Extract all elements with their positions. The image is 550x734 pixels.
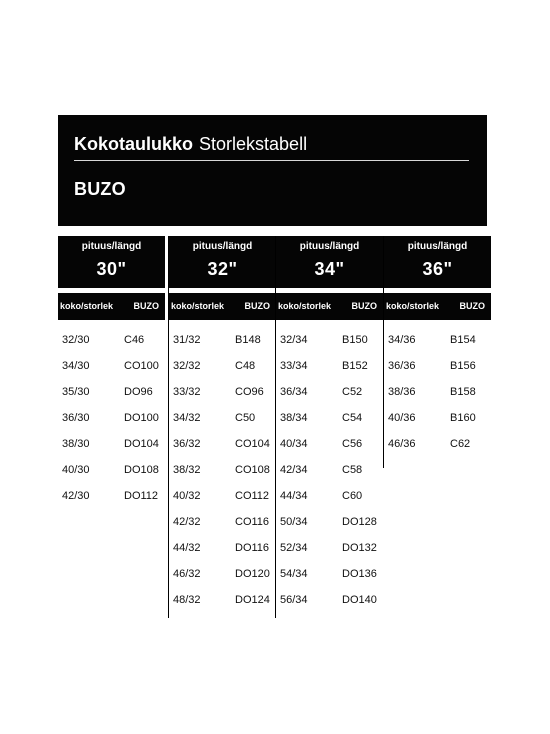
code-cell: CO100 xyxy=(124,360,159,372)
table-row xyxy=(169,327,276,353)
table-row xyxy=(58,431,165,457)
code-cell: DO108 xyxy=(124,464,159,476)
table-row xyxy=(58,457,165,483)
size-cell: 40/36 xyxy=(388,412,416,424)
code-cell: C48 xyxy=(235,360,256,372)
table-row xyxy=(169,431,276,457)
row-list xyxy=(169,327,276,613)
code-cell: C52 xyxy=(342,386,363,398)
title-divider xyxy=(74,160,469,161)
table-row xyxy=(276,535,383,561)
code-cell: DO96 xyxy=(124,386,153,398)
size-cell: 36/34 xyxy=(280,386,308,398)
code-cell: C58 xyxy=(342,464,363,476)
length-header xyxy=(58,236,165,288)
table-row xyxy=(58,327,165,353)
length-header xyxy=(169,236,276,288)
code-cell: CO96 xyxy=(235,386,264,398)
row-list xyxy=(58,327,165,509)
size-cell: 36/30 xyxy=(62,412,90,424)
code-cell: C56 xyxy=(342,438,363,450)
size-cell: 46/36 xyxy=(388,438,416,450)
code-cell: CO116 xyxy=(235,516,270,528)
table-row xyxy=(276,431,383,457)
length-label: pituus/längd xyxy=(81,241,142,252)
code-cell: C50 xyxy=(235,412,256,424)
table-row xyxy=(276,353,383,379)
code-cell: DO140 xyxy=(342,594,377,606)
table-row xyxy=(384,431,491,457)
table-row xyxy=(58,405,165,431)
table-row xyxy=(58,483,165,509)
code-cell: B152 xyxy=(342,360,368,372)
size-cell: 32/34 xyxy=(280,334,308,346)
code-cell: DO124 xyxy=(235,594,270,606)
brand-header: BUZO xyxy=(459,301,485,311)
size-cell: 33/34 xyxy=(280,360,308,372)
code-cell: B150 xyxy=(342,334,368,346)
size-header: koko/storlek xyxy=(60,301,114,311)
size-cell: 38/34 xyxy=(280,412,308,424)
table-row xyxy=(276,483,383,509)
size-cell: 34/32 xyxy=(173,412,201,424)
code-cell: CO108 xyxy=(235,464,270,476)
table-row xyxy=(58,379,165,405)
size-cell: 38/36 xyxy=(388,386,416,398)
code-cell: DO100 xyxy=(124,412,159,424)
page-title xyxy=(74,132,307,156)
size-cell: 32/30 xyxy=(62,334,90,346)
size-header: koko/storlek xyxy=(171,301,225,311)
size-header: koko/storlek xyxy=(386,301,440,311)
brand-header: BUZO xyxy=(351,301,377,311)
length-header xyxy=(276,236,383,288)
table-row xyxy=(169,535,276,561)
column-subheader xyxy=(276,293,383,320)
code-cell: C54 xyxy=(342,412,363,424)
column-subheader xyxy=(169,293,276,320)
table-row xyxy=(276,405,383,431)
code-cell: DO116 xyxy=(235,542,270,554)
length-column-32 xyxy=(169,236,276,618)
row-list xyxy=(276,327,383,613)
table-row xyxy=(276,327,383,353)
code-cell: B158 xyxy=(450,386,476,398)
table-row xyxy=(169,509,276,535)
size-cell: 46/32 xyxy=(173,568,201,580)
table-row xyxy=(276,457,383,483)
size-cell: 42/32 xyxy=(173,516,201,528)
size-cell: 35/30 xyxy=(62,386,90,398)
row-list xyxy=(384,327,491,457)
length-label: pituus/längd xyxy=(299,241,360,252)
size-cell: 42/34 xyxy=(280,464,308,476)
size-cell: 36/32 xyxy=(173,438,201,450)
table-row xyxy=(384,353,491,379)
code-cell: CO104 xyxy=(235,438,270,450)
size-cell: 52/34 xyxy=(280,542,308,554)
length-value: 34" xyxy=(314,259,345,279)
size-cell: 32/32 xyxy=(173,360,201,372)
title-banner xyxy=(58,115,487,226)
table-row xyxy=(169,379,276,405)
table-row xyxy=(169,561,276,587)
length-header xyxy=(384,236,491,288)
brand-header: BUZO xyxy=(133,301,159,311)
table-row xyxy=(276,509,383,535)
code-cell: DO128 xyxy=(342,516,377,528)
table-row xyxy=(169,457,276,483)
code-cell: B148 xyxy=(235,334,261,346)
size-cell: 56/34 xyxy=(280,594,308,606)
size-cell: 31/32 xyxy=(173,334,201,346)
brand-name: BUZO xyxy=(74,179,126,199)
code-cell: DO120 xyxy=(235,568,270,580)
length-column-34 xyxy=(276,236,383,618)
code-cell: DO112 xyxy=(124,490,159,502)
size-cell: 34/30 xyxy=(62,360,90,372)
table-row xyxy=(169,587,276,613)
length-column-36 xyxy=(384,236,491,618)
table-row xyxy=(384,327,491,353)
table-row xyxy=(169,483,276,509)
table-row xyxy=(276,379,383,405)
code-cell: B156 xyxy=(450,360,476,372)
brand-header: BUZO xyxy=(244,301,270,311)
size-cell: 36/36 xyxy=(388,360,416,372)
size-table xyxy=(58,236,487,618)
size-cell: 34/36 xyxy=(388,334,416,346)
code-cell: B160 xyxy=(450,412,476,424)
code-cell: C46 xyxy=(124,334,145,346)
code-cell: C62 xyxy=(450,438,471,450)
code-cell: B154 xyxy=(450,334,476,346)
code-cell: CO112 xyxy=(235,490,270,502)
size-cell: 40/34 xyxy=(280,438,308,450)
table-row xyxy=(276,561,383,587)
size-cell: 42/30 xyxy=(62,490,90,502)
code-cell: DO104 xyxy=(124,438,159,450)
column-subheader xyxy=(58,293,165,320)
length-column-30 xyxy=(58,236,165,618)
size-cell: 44/32 xyxy=(173,542,201,554)
code-cell: DO132 xyxy=(342,542,377,554)
size-cell: 48/32 xyxy=(173,594,201,606)
size-cell: 38/32 xyxy=(173,464,201,476)
size-cell: 40/30 xyxy=(62,464,90,476)
size-header: koko/storlek xyxy=(278,301,332,311)
code-cell: C60 xyxy=(342,490,363,502)
size-cell: 44/34 xyxy=(280,490,308,502)
length-label: pituus/längd xyxy=(407,241,468,252)
column-subheader xyxy=(384,293,491,320)
length-value: 36" xyxy=(422,259,453,279)
table-row xyxy=(169,405,276,431)
length-value: 32" xyxy=(207,259,238,279)
title-swedish: Storlekstabell xyxy=(199,134,308,154)
size-cell: 54/34 xyxy=(280,568,308,580)
code-cell: DO136 xyxy=(342,568,377,580)
title-finnish: Kokotaulukko xyxy=(74,134,194,154)
size-cell: 40/32 xyxy=(173,490,201,502)
length-label: pituus/längd xyxy=(192,241,253,252)
table-row xyxy=(384,405,491,431)
table-row xyxy=(276,587,383,613)
table-row xyxy=(384,379,491,405)
size-cell: 33/32 xyxy=(173,386,201,398)
size-cell: 50/34 xyxy=(280,516,308,528)
table-row xyxy=(169,353,276,379)
length-value: 30" xyxy=(96,259,127,279)
size-cell: 38/30 xyxy=(62,438,90,450)
table-row xyxy=(58,353,165,379)
